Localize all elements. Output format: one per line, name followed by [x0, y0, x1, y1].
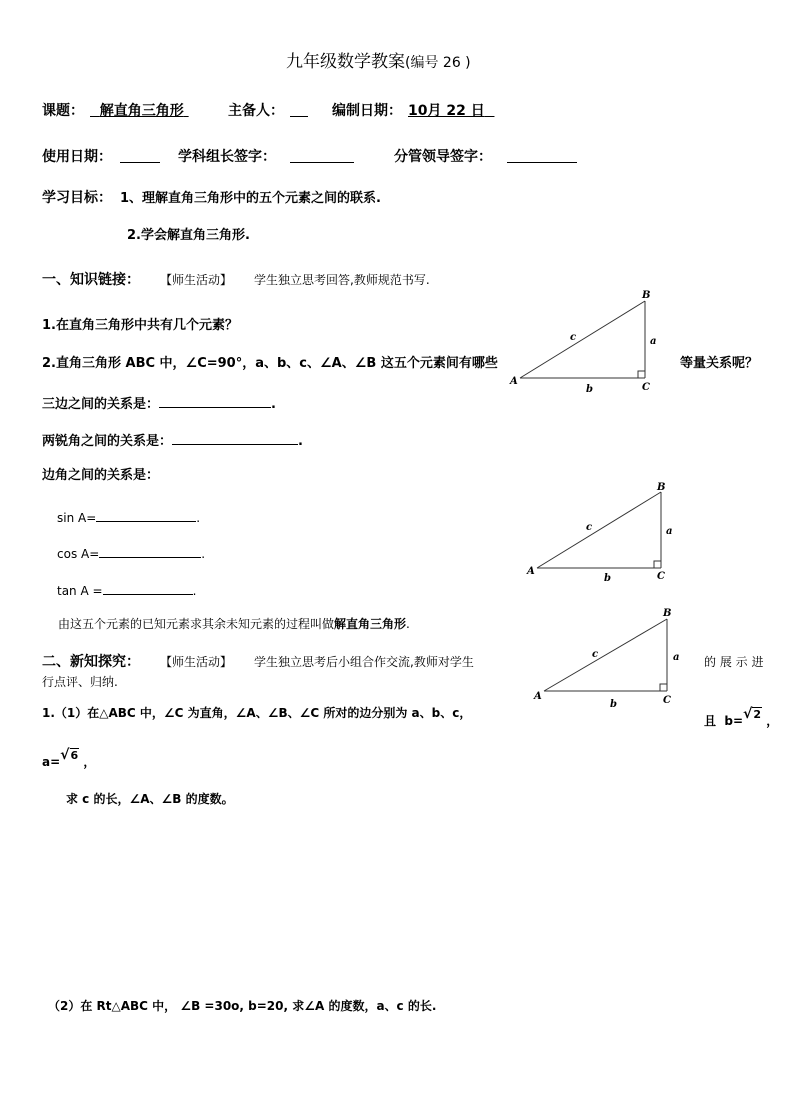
section2-activity-desc-line2: 行点评、归纳. — [42, 675, 118, 689]
side-a: a — [666, 526, 673, 537]
date-label: 编制日期： — [332, 103, 402, 119]
side-angle-relation: 边角之间的关系是： — [42, 468, 160, 483]
sin-line: sin A= . — [57, 511, 201, 525]
triangle-diagram-1 — [508, 288, 668, 394]
use-date-label: 使用日期： — [42, 149, 112, 165]
sides-relation: 三边之间的关系是： . — [42, 397, 276, 412]
problem-1-a: a=√6 ， — [42, 747, 96, 769]
objectives-label: 学习目标： — [42, 190, 112, 206]
preparer-label: 主备人： — [228, 103, 284, 119]
section1-activity: 【师生活动】 — [160, 273, 233, 287]
problem-1-text: 1.（1）在△ABC 中，∠C 为直角，∠A、∠B、∠C 所对的边分别为 a、b、c， — [42, 706, 472, 720]
sqrt-6: √6 — [60, 747, 79, 763]
date-value: 10月 22 日 — [408, 103, 485, 119]
section2-activity-desc-tail: 的 展 示 进 — [704, 655, 764, 669]
problem-1-b: 且 b=√2 ， — [704, 706, 779, 728]
section2-activity-desc: 学生独立思考后小组合作交流,教师对学生 — [254, 655, 474, 669]
side-a: a — [650, 336, 657, 347]
question-2: 2.直角三角形 ABC 中，∠C=90°，a、b、c、∠A、∠B 这五个元素间有哪些 — [42, 356, 498, 371]
section2-activity: 【师生活动】 — [160, 655, 233, 669]
topic-value: 解直角三角形 — [99, 103, 184, 119]
objective-2: 2.学会解直角三角形. — [127, 228, 250, 243]
topic-label: 课题： — [42, 103, 84, 119]
triangle-diagram-2 — [524, 479, 684, 585]
angles-relation: 两锐角之间的关系是： . — [42, 434, 303, 449]
side-b: b — [604, 573, 611, 584]
section1-activity-desc: 学生独立思考回答,教师规范书写. — [254, 273, 430, 287]
vertex-C: C — [657, 571, 665, 582]
page-title — [286, 54, 471, 71]
objective-1: 1、理解直角三角形中的五个元素之间的联系. — [120, 191, 381, 206]
leader-sign-blank — [507, 150, 577, 166]
question-2-tail: 等量关系呢？ — [680, 356, 759, 371]
cos-line: cos A= . — [57, 547, 206, 561]
group-leader-label: 学科组长签字： — [178, 149, 276, 165]
sqrt-2: √2 — [743, 706, 762, 722]
title-text: 九年级数学教案 — [286, 52, 405, 72]
vertex-B: B — [642, 290, 651, 301]
vertex-A: A — [527, 566, 535, 577]
triangle-diagram-3 — [530, 607, 690, 713]
vertex-C: C — [642, 382, 650, 393]
group-leader-blank — [290, 150, 354, 166]
leader-sign-label: 分管领导签字： — [394, 149, 492, 165]
problem-1-ask: 求 c 的长，∠A、∠B 的度数。 — [66, 792, 234, 806]
conclusion-term: 解直角三角形 — [334, 617, 407, 631]
vertex-B: B — [663, 608, 672, 619]
question-1: 1.在直角三角形中共有几个元素？ — [42, 318, 238, 333]
vertex-A: A — [510, 376, 518, 387]
side-c: c — [592, 649, 599, 660]
side-b: b — [610, 699, 617, 710]
section2-heading: 二、新知探究： — [42, 654, 140, 670]
side-c: c — [570, 332, 577, 343]
side-c: c — [586, 522, 593, 533]
problem-2-text: （2）在 Rt△ABC 中， ∠B =30o, b=20, 求∠A 的度数，a、c 的长. — [48, 999, 437, 1013]
vertex-A: A — [534, 691, 542, 702]
use-date-blank — [120, 150, 160, 166]
preparer-blank — [290, 104, 308, 120]
conclusion: 由这五个元素的已知元素求其余未知元素的过程叫做解直角三角形. — [58, 617, 410, 631]
vertex-B: B — [657, 482, 666, 493]
section1-heading: 一、知识链接： — [42, 272, 140, 288]
side-a: a — [673, 652, 680, 663]
tan-line: tan A = . — [57, 584, 197, 598]
side-b: b — [586, 384, 593, 394]
title-number: (编号 26 ) — [405, 55, 471, 71]
vertex-C: C — [663, 695, 671, 706]
